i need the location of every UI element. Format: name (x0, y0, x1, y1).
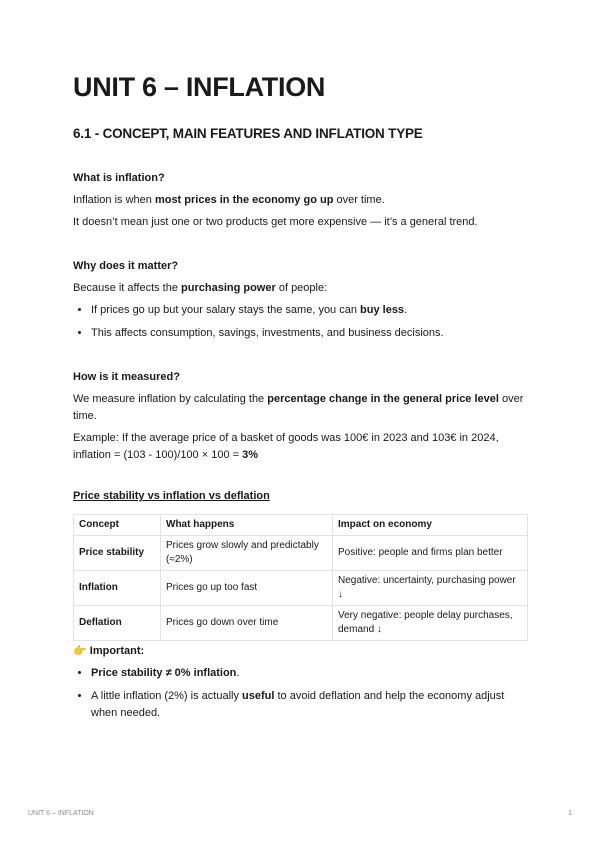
table-row (74, 571, 528, 606)
bold-text: most prices in the economy go up (154, 194, 334, 206)
table-cell: Deflation (74, 606, 161, 641)
text: of people: (275, 282, 328, 294)
bold-text: buy less (360, 304, 405, 316)
table-cell: Negative: uncertainty, purchasing power ↓ (333, 571, 528, 606)
bold-text: Price stability ≠ 0% inflation (91, 667, 237, 679)
text: If prices go up but your salary stays the same, you can (91, 304, 361, 316)
text: . (404, 304, 408, 316)
bold-text: 3% (242, 449, 258, 461)
what-paragraph-1 (73, 192, 528, 209)
text: We measure inflation by calculating the (73, 393, 268, 405)
list-item (91, 302, 528, 319)
comparison-table (73, 514, 528, 641)
table-cell: Prices go up too fast (161, 571, 333, 606)
text: . (236, 667, 240, 679)
text: Because it affects the (73, 282, 182, 294)
section-title: 6.1 - CONCEPT, MAIN FEATURES AND INFLATION TYPE (73, 126, 423, 141)
list-item (91, 688, 528, 722)
column-header: Impact on economy (333, 515, 528, 536)
list-item (91, 665, 528, 682)
important-heading (73, 643, 528, 660)
table-header-row (74, 515, 528, 536)
what-heading: What is inflation? (73, 172, 165, 184)
column-header: What happens (161, 515, 333, 536)
table-title: Price stability vs inflation vs deflation (73, 490, 270, 502)
pointing-hand-icon: 👉 (73, 645, 87, 657)
what-section (73, 170, 528, 236)
text: over time. (73, 393, 524, 422)
what-paragraph-2: It doesn’t mean just one or two products get more expensive — it’s a general trend. (73, 216, 478, 228)
bold-text: purchasing power (181, 282, 276, 294)
text: Example: If the average price of a basket of goods was 100€ in 2023 and 103€ in 2024, inflation = (103 - 100)/100 × 100 = (73, 432, 499, 461)
text: to avoid deflation and help the economy adjust when needed. (91, 690, 505, 719)
text: over time. (333, 194, 385, 206)
table-cell: Prices grow slowly and predictably (≈2%) (161, 536, 333, 571)
page-number: 1 (568, 810, 572, 817)
table-cell: Very negative: people delay purchases, demand ↓ (333, 606, 528, 641)
page-footer (28, 810, 572, 817)
table-row (74, 536, 528, 571)
why-list (73, 302, 528, 342)
text: Important: (89, 645, 145, 657)
bold-text: percentage change in the general price level (267, 393, 499, 405)
table-row (74, 606, 528, 641)
how-section (73, 369, 528, 469)
footer-title: UNIT 6 – INFLATION (28, 810, 94, 817)
table-cell: Inflation (74, 571, 161, 606)
why-section (73, 258, 528, 348)
table-cell: Positive: people and firms plan better (333, 536, 528, 571)
how-heading: How is it measured? (73, 371, 180, 383)
text: Inflation is when (73, 194, 155, 206)
why-paragraph (73, 280, 528, 297)
table-cell: Prices go down over time (161, 606, 333, 641)
text: A little inflation (2%) is actually (91, 690, 243, 702)
page-title: UNIT 6 – INFLATION (73, 72, 326, 102)
column-header: Concept (74, 515, 161, 536)
how-paragraph-1 (73, 391, 528, 425)
how-paragraph-2 (73, 430, 528, 464)
list-item: • This affects consumption, savings, investments, and business decisions. (91, 325, 528, 342)
important-list (73, 665, 528, 722)
important-section (73, 643, 528, 728)
bold-text: useful (242, 690, 275, 702)
table-cell: Price stability (74, 536, 161, 571)
why-heading: Why does it matter? (73, 260, 179, 272)
